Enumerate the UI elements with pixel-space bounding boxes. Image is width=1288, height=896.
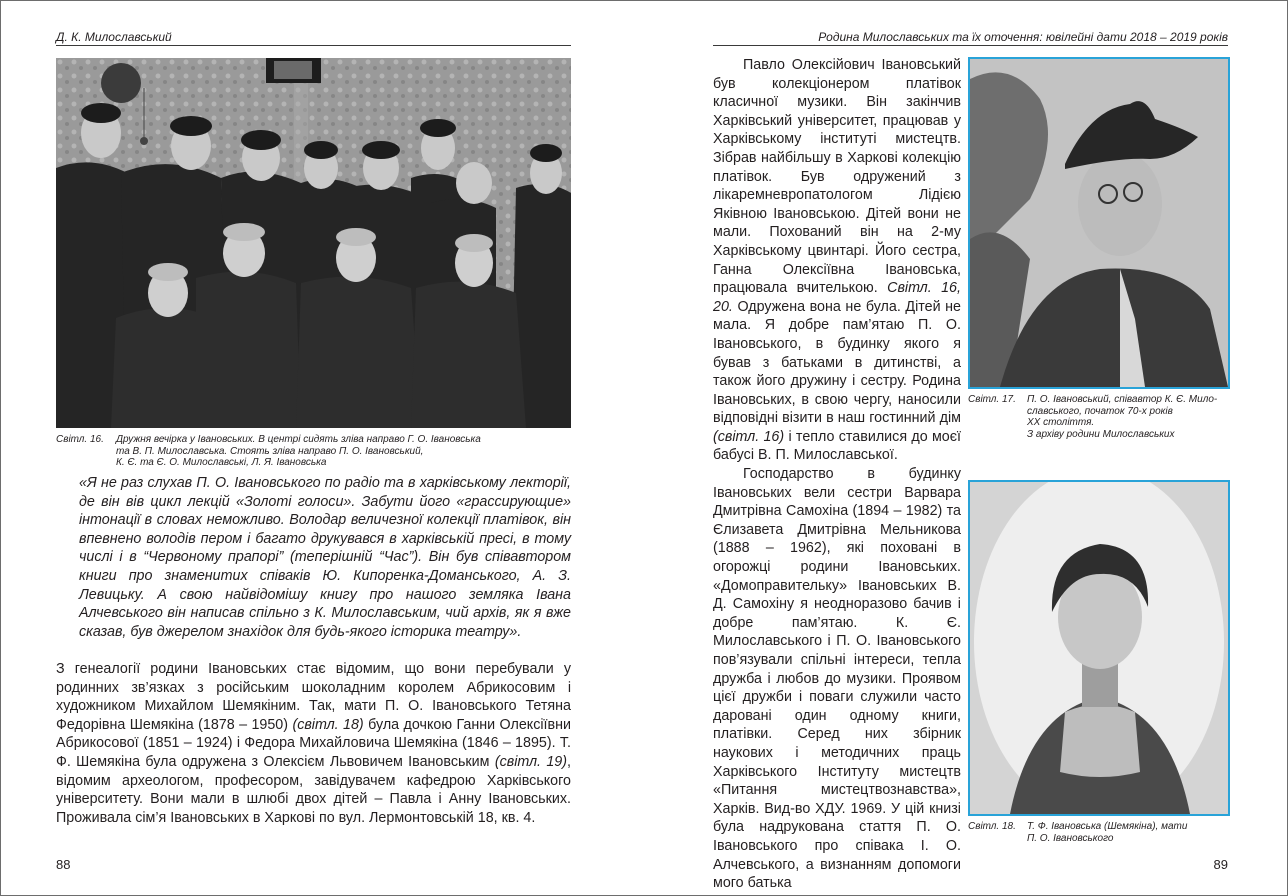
caption-text [1027, 394, 1217, 440]
caption-line: П. О. Івановський, співавтор К. Є. Мило- [1027, 394, 1218, 405]
caption-photo-16 [56, 434, 571, 470]
paragraph-text: Павло Олексійович Івановський був колекціонером платівок класичної музики. Він закінчив Харківський університет, працював у Харківському інституті мистецтв. Зібрав найбільшу в Харкові колекцію платівок. Був одружений з лікаремневропатологом Лідією Яківною Івановською. Дітей вони не мали. Похований він на 2-му Харківському цвинтарі. Його сестра, Ганна Олексіївна Івановська, працювала вчителькою. Світл. 16, 20. Одружена вона не була. Дітей не мала. Я добре пам’ятаю П. О. Івановського, в будинку якого я бував з батьками в дитинстві, а також його дружину і сестру. Родина Івановських, в свою чергу, наносили відповідні візити в наш гостинний дім (світл. 16) і тепло ставилися до моєї бабусі В. П. Милославської. [713, 57, 961, 464]
caption-text [116, 434, 481, 469]
right-page [645, 1, 1288, 895]
caption-label: Світл. 16. [56, 434, 104, 445]
running-head-author: Д. К. Милославський [56, 30, 172, 44]
portrait-woman-illustration [970, 482, 1228, 814]
group-photo-illustration [56, 58, 571, 428]
paragraph-text: З генеалогії родини Івановських стає відомим, що вони перебували у родинних зв’язках з російським шоколадним королем Абрикосовим і художником Михайлом Шемякіним. Так, мати П. О. Івановського Тетяна Федорівна Шемякіна (1878 – 1950) (світл. 18) була дочкою Ганни Олексіївни Абрикосової (1851 – 1924) і Федора Михайловича Шемякіна (1846 – 1895). Т. Ф. Шемякіна була одружена з Олексієм Львовичем Івановським (світл. 19), відомим археологом, професором, завідувачем кафедрою Харківського університету. Вони мали в шлюбі двох дітей – Павла і Анну Івановських. Проживала сім’я Івановських в Харкові по вул. Лермонтовській 18, кв. 4. [56, 661, 571, 826]
caption-photo-17 [968, 394, 1233, 442]
caption-line: Т. Ф. Івановська (Шемякіна), мати [1027, 821, 1188, 832]
figure-reference: Світл. 16, 20. [713, 280, 961, 315]
page-number-right: 89 [1213, 857, 1228, 872]
caption-line: З архіву родини Милославських [1027, 428, 1175, 440]
page-number-left: 88 [56, 857, 71, 872]
caption-photo-18 [968, 821, 1233, 846]
caption-line: славського, початок 70-х років [1027, 405, 1173, 417]
caption-label: Світл. 18. [968, 821, 1016, 832]
caption-line: XX століття. [1027, 417, 1095, 428]
genealogy-paragraph [56, 660, 571, 827]
group-photo-16 [56, 58, 571, 428]
figure-reference: (світл. 16) [713, 428, 785, 445]
caption-line: Дружня вечірка у Івановських. В центрі сидять зліва направо Г. О. Івановська [116, 434, 481, 445]
figure-reference: (світл. 18) [292, 716, 364, 733]
caption-line: К. Є. та Є. О. Милославські, Л. Я. Івановська [116, 457, 327, 468]
quote-text: «Я не раз слухав П. О. Івановського по радіо та в харківському лекторії, де він вів цикл лекцій «Золоті голоси». Забути його «грассирующие» інтонації в словах неможливо. Володар величезної колекції платівок, він впевнено володів пером і багато друкувався в харківській пресі, в тому числі і в “Червоному прапорі” (теперішній “Час”). Він був співавтором книги про знаменитих співаків Ю. Кипоренка-Доманського, А. З. Левицьку. А свою найвідомішу книгу про нашого земляка Івана Алчевського він написав спільно з К. Милославським, чий архів, як я вже сказав, був джерелом знахідок для будь-якого історика театру». [79, 475, 571, 640]
header-rule [56, 45, 571, 46]
ivanovsky-paragraph [713, 56, 961, 893]
running-head-title: Родина Милославських та їх оточення: ювілейні дати 2018 – 2019 років [818, 30, 1228, 44]
portrait-man-hat-illustration [970, 59, 1228, 387]
portrait-photo-17 [968, 57, 1230, 389]
household-paragraph: Господарство в будинку Івановських вели сестри Варвара Дмитрівна Самохіна (1894 – 1982) та Єлизавета Дмитрівна Мельникова (1888 – 1962), які поховані в огорожці родини Івановських. «Домоправительку» Івановських В. Д. Самохіну я неодноразово бачив і добре пам’ятаю. К. Є. Милославського і П. О. Івановського пов’язували спільні інтереси, тепла дружба і любов до музики. Проявом цієї дружби і поваги служили часто даровані один одному книги, платівки. Серед них збірник наукових і методичних праць Харківського Інституту мистецтв «Питання мистецтвознавства», Харків. Вид-во ХДУ. 1969. У цій книзі була надрукована стаття П. О. Івановського про співака І. О. Алчевського, а визнанням допомоги мого батька [713, 466, 961, 892]
quote-block [79, 474, 571, 641]
caption-label: Світл. 17. [968, 394, 1016, 405]
left-page [1, 1, 644, 895]
header-rule [713, 45, 1228, 46]
figure-reference: (світл. 19) [494, 753, 567, 770]
caption-line: та В. П. Милославська. Стоять зліва направо П. О. Івановський, [116, 445, 424, 457]
portrait-photo-18 [968, 480, 1230, 816]
caption-line: П. О. Івановського [1027, 832, 1114, 844]
caption-text [1027, 821, 1187, 844]
